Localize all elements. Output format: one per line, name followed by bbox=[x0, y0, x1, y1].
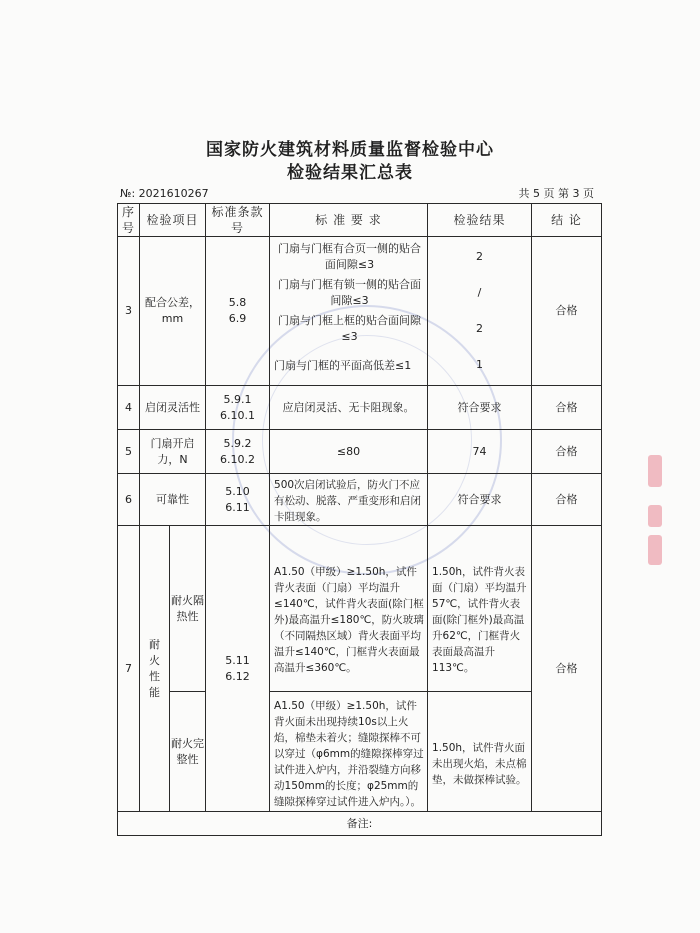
page-subtitle: 检验结果汇总表 bbox=[287, 163, 413, 183]
clause-cell: 5.11 6.12 bbox=[206, 526, 270, 812]
requirement-cell: A1.50（甲级）≥1.50h，试件背火面未出现持续10s以上火焰，棉垫未着火；缝隙探棒不可以穿过（φ6mm的缝隙探棒穿过试件进入炉内，并沿裂缝方向移动150mm的长度；φ25mm的缝隙探棒穿过试件进入炉内。）。 bbox=[270, 692, 428, 812]
table-row bbox=[118, 526, 602, 692]
clause-cell: 5.9.1 6.10.1 bbox=[206, 386, 270, 430]
requirement-cell: ≤80 bbox=[270, 430, 428, 474]
result-cell: 符合要求 bbox=[428, 474, 532, 526]
table-row bbox=[118, 474, 602, 526]
table-row bbox=[118, 237, 602, 386]
page-title: 国家防火建筑材料质量监督检验中心 bbox=[206, 140, 494, 160]
report-number: №: 2021610267 bbox=[120, 187, 209, 200]
item-cell: 启闭灵活性 bbox=[140, 386, 206, 430]
remark-row bbox=[118, 812, 602, 836]
header-row bbox=[118, 204, 602, 237]
sub-item-cell: 耐火完 整性 bbox=[170, 692, 206, 812]
result-line: 2 bbox=[476, 250, 484, 263]
result-cell: 74 bbox=[428, 430, 532, 474]
conclusion-cell: 合格 bbox=[532, 430, 602, 474]
header-cell: 检验结果 bbox=[428, 204, 532, 237]
sub-item-cell: 耐火隔 热性 bbox=[170, 526, 206, 692]
red-seal-fragment bbox=[648, 455, 662, 487]
table-row bbox=[118, 430, 602, 474]
results-table bbox=[117, 203, 602, 836]
requirement-line: 门扇与门框有合页一侧的贴合面间隙≤3 bbox=[278, 242, 422, 271]
table-row bbox=[118, 386, 602, 430]
requirement-cell: 500次启闭试验后，防火门不应有松动、脱落、严重变形和启闭卡阻现象。 bbox=[270, 474, 428, 526]
table-row bbox=[118, 692, 602, 812]
conclusion-cell: 合格 bbox=[532, 237, 602, 386]
conclusion-cell: 合格 bbox=[532, 474, 602, 526]
page-counter: 共 5 页 第 3 页 bbox=[518, 187, 594, 200]
result-line: / bbox=[477, 286, 482, 299]
result-line: 1 bbox=[476, 358, 484, 371]
red-seal-fragment bbox=[648, 505, 662, 527]
row-number: 4 bbox=[118, 386, 140, 430]
item-cell: 门扇开启 力，N bbox=[140, 430, 206, 474]
requirement-line: 门扇与门框的平面高低差≤1 bbox=[274, 359, 412, 372]
header-cell: 结 论 bbox=[532, 204, 602, 237]
result-cell: 符合要求 bbox=[428, 386, 532, 430]
row-number: 3 bbox=[118, 237, 140, 386]
requirement-line: 门扇与门框有锁一侧的贴合面间隙≤3 bbox=[278, 278, 422, 307]
red-seal-fragment bbox=[648, 535, 662, 565]
clause-cell: 5.10 6.11 bbox=[206, 474, 270, 526]
header-cell: 标准条款号 bbox=[206, 204, 270, 237]
clause-cell: 5.9.2 6.10.2 bbox=[206, 430, 270, 474]
clause-cell: 5.8 6.9 bbox=[206, 237, 270, 386]
remark-cell: 备注: bbox=[118, 812, 602, 836]
result-line: 2 bbox=[476, 322, 484, 335]
row-number: 5 bbox=[118, 430, 140, 474]
conclusion-cell: 合格 bbox=[532, 526, 602, 812]
item-cell: 配合公差， mm bbox=[140, 237, 206, 386]
item-cell: 耐 火 性 能 bbox=[140, 526, 170, 812]
requirement-cell: 应启闭灵活、无卡阻现象。 bbox=[270, 386, 428, 430]
requirement-line: 门扇与门框上框的贴合面间隙≤3 bbox=[278, 314, 422, 343]
header-cell: 序号 bbox=[118, 204, 140, 237]
result-cell: 1.50h，试件背火面未出现火焰，未点棉垫，未做探棒试验。 bbox=[428, 692, 532, 812]
result-cell bbox=[428, 237, 532, 386]
requirement-cell bbox=[270, 237, 428, 386]
row-number: 7 bbox=[118, 526, 140, 812]
header-cell: 标 准 要 求 bbox=[270, 204, 428, 237]
item-cell: 可靠性 bbox=[140, 474, 206, 526]
conclusion-cell: 合格 bbox=[532, 386, 602, 430]
result-cell: 1.50h，试件背火表面（门扇）平均温升57℃，试件背火表面(除门框外)最高温升62℃，门框背火表面最高温升113℃。 bbox=[428, 526, 532, 692]
row-number: 6 bbox=[118, 474, 140, 526]
requirement-cell: A1.50（甲级）≥1.50h，试件背火表面（门扇）平均温升≤140℃，试件背火表面(除门框外)最高温升≤180℃，防火玻璃（不同隔热区域）背火表面平均温升≤140℃，门框背火表面最高温升≤360℃。 bbox=[270, 526, 428, 692]
header-cell: 检验项目 bbox=[140, 204, 206, 237]
